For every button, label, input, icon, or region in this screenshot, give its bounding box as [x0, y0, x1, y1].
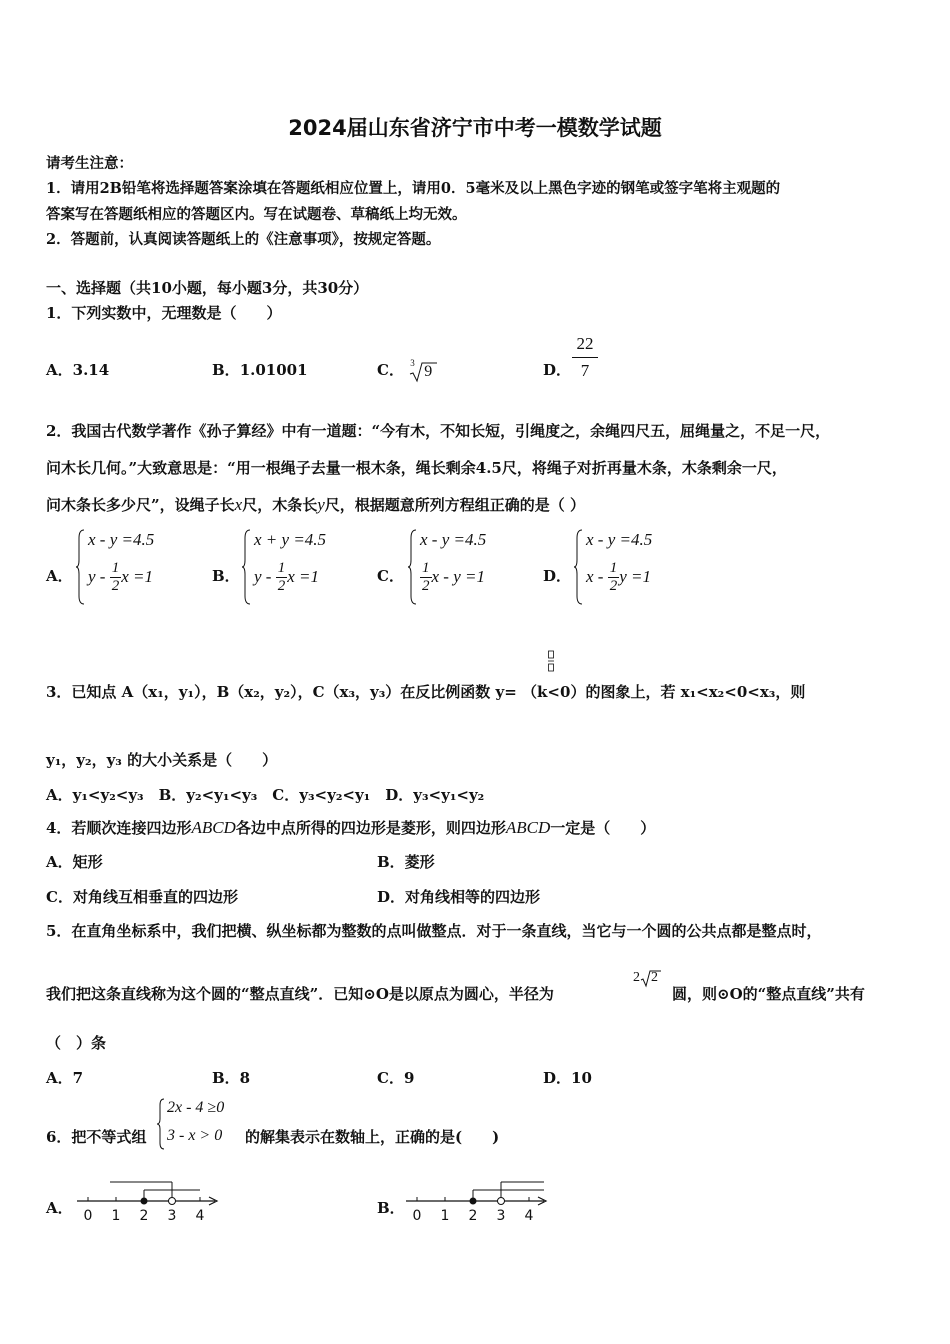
q2-a-eq2 [88, 560, 153, 594]
half-den: 2 [422, 577, 430, 594]
q2-b-eq2 [254, 560, 319, 594]
tick-label-3: 3 [167, 1208, 177, 1224]
closed-dot-icon [470, 1198, 477, 1205]
q2-b-eq2-post: x =1 [287, 567, 319, 586]
q5-option-d[interactable]: D．10 [543, 1069, 592, 1087]
q1-stem: 1．下列实数中，无理数是（ ） [46, 304, 282, 322]
q4-stem-a: 4．若顺次连接四边形 [46, 819, 192, 837]
section-heading: 一、选择题（共10小题，每小题3分，共30分） [46, 279, 369, 297]
brace-icon [76, 528, 86, 606]
q1-c-radical [409, 358, 439, 381]
q1-d-fraction [572, 333, 598, 382]
tick-label-0: 0 [412, 1208, 422, 1224]
q2-a-eq1: x - y =4.5 [88, 530, 155, 549]
q1-option-a[interactable] [46, 359, 109, 380]
q2-a-eq2-post: x =1 [121, 567, 153, 586]
q1-option-c[interactable] [377, 359, 439, 381]
brace-icon [408, 528, 418, 606]
half-num: 1 [277, 560, 286, 576]
q2-c-eq2 [420, 560, 485, 594]
q4-option-b[interactable]: B．菱形 [377, 853, 435, 871]
q2-option-d-label[interactable]: D． [543, 567, 572, 585]
q2-var-x: x [234, 495, 243, 514]
q2-line-1: 2．我国古代数学著作《孙子算经》中有一道题：“今有木，不知长短，引绳度之，余绳四尺五，屈绳量之，不足一尺， [46, 422, 831, 440]
q3-line-1: 3．已知点 A（x₁，y₁），B（x₂，y₂），C（x₃，y₃）在反比例函数 y= （k<0）的图象上，若 x₁<x₂<0<x₃，则 [46, 683, 806, 701]
q2-line-3b: 尺，木条长 [242, 496, 318, 514]
q6-system [157, 1097, 247, 1153]
q5-line-2b: 圆，则⊙O的“整点直线”共有 [672, 985, 865, 1003]
q4-stem [46, 817, 655, 838]
q6-option-a-label[interactable]: A． [46, 1199, 73, 1217]
q2-line-3c: 尺，根据题意所列方程组正确的是（ ） [324, 496, 585, 514]
brace-icon [157, 1097, 166, 1151]
q5-option-b[interactable]: B．8 [212, 1069, 251, 1087]
q4-option-a[interactable]: A．矩形 [46, 853, 103, 871]
q6-number-line-b[interactable] [401, 1176, 551, 1226]
q2-c-eq1: x - y =4.5 [420, 530, 487, 549]
q2-b-eq2-pre: y - [254, 567, 276, 586]
q5-option-a[interactable]: A．7 [46, 1069, 84, 1087]
half-den: 2 [111, 577, 120, 594]
q1-c-label: C． [377, 361, 404, 379]
q2-a-eq2-pre: y - [88, 567, 110, 586]
q6-ineq-2: 3 - x > 0 [167, 1127, 223, 1144]
q4-stem-b: 各边中点所得的四边形是菱形，则四边形 [235, 819, 506, 837]
q2-a-half [110, 560, 122, 594]
tick-label-2: 2 [468, 1208, 478, 1224]
q4-option-d[interactable]: D．对角线相等的四边形 [377, 888, 541, 906]
q1-d-numerator: 22 [576, 334, 594, 353]
q2-system-d [574, 528, 684, 608]
q1-option-d[interactable] [543, 359, 571, 380]
q2-option-b-label[interactable]: B． [212, 567, 240, 585]
q5-radius-coef: 2 [633, 970, 640, 985]
brace-icon [574, 528, 584, 606]
half-num: 1 [609, 560, 618, 576]
q6-stem-a: 6．把不等式组 [46, 1128, 147, 1146]
q5-option-c[interactable]: C．9 [377, 1069, 415, 1087]
q2-c-half [420, 560, 432, 594]
q5-radius [633, 970, 662, 986]
half-den: 2 [277, 577, 286, 594]
q2-line-3a: 问木条长多少尺”，设绳子长 [46, 496, 235, 514]
q6-stem-b: 的解集表示在数轴上，正确的是( ) [245, 1128, 500, 1146]
q2-d-half [608, 560, 620, 594]
q3-options[interactable]: A．y₁<y₂<y₃ B．y₂<y₁<y₃ C．y₃<y₂<y₁ D．y₃<y₁<y₂ [46, 786, 485, 804]
page-title: 2024届山东省济宁市中考一模数学试题 [288, 116, 662, 140]
q2-system-b [242, 528, 352, 608]
q1-a-label: A． [46, 361, 73, 379]
half-num: 1 [111, 560, 120, 576]
q6-ineq-1: 2x - 4 ≥0 [167, 1099, 225, 1116]
half-num: 1 [422, 560, 430, 576]
tick-label-1: 1 [440, 1208, 450, 1224]
notice-line-1: 1．请用2B铅笔将选择题答案涂填在答题纸相应位置上，请用0．5毫米及以上黑色字迹的钢笔或签字笔将主观题的 [46, 180, 781, 197]
closed-dot-icon [141, 1198, 148, 1205]
q2-d-eq2-pre: x - [586, 567, 608, 586]
q2-system-a [76, 528, 186, 608]
q2-system-c [408, 528, 518, 608]
brace-icon [242, 528, 252, 606]
tick-label-3: 3 [496, 1208, 506, 1224]
tick-label-4: 4 [524, 1208, 534, 1224]
q1-option-b[interactable] [212, 359, 308, 380]
tick-label-4: 4 [195, 1208, 205, 1224]
q1-d-denominator: 7 [580, 361, 590, 380]
open-dot-icon [498, 1198, 505, 1205]
q4-abcd-1: ABCD [191, 818, 236, 837]
open-dot-icon [169, 1198, 176, 1205]
q2-b-half [276, 560, 288, 594]
q1-a-value: 3.14 [72, 361, 110, 379]
q2-line-3 [46, 494, 585, 515]
q2-d-eq2 [586, 560, 651, 594]
tick-label-1: 1 [111, 1208, 121, 1224]
half-den: 2 [609, 577, 618, 594]
q2-var-y: y [317, 495, 325, 514]
q4-option-c[interactable]: C．对角线互相垂直的四边形 [46, 888, 238, 906]
notice-line-3: 2．答题前，认真阅读答题纸上的《注意事项》，按规定答题。 [46, 231, 441, 248]
fraction-bar [572, 357, 598, 358]
q3-line-2: y₁，y₂，y₃ 的大小关系是（ ） [46, 751, 278, 769]
q2-d-eq2-post: y =1 [619, 567, 651, 586]
tick-label-2: 2 [139, 1208, 149, 1224]
q2-b-eq1: x + y =4.5 [254, 530, 327, 549]
notice-line-2: 答案写在答题纸相应的答题区内。写在试题卷、草稿纸上均无效。 [46, 206, 467, 223]
q5-line-3: （ ）条 [46, 1034, 107, 1052]
tick-label-0: 0 [83, 1208, 93, 1224]
q4-stem-c: 一定是（ ） [550, 819, 656, 837]
q4-abcd-2: ABCD [505, 818, 551, 837]
q2-option-a-label[interactable]: A． [46, 567, 73, 585]
q5-line-1: 5．在直角坐标系中，我们把横、纵坐标都为整数的点叫做整点．对于一条直线，当它与一个圆的公共点都是整点时， [46, 922, 822, 940]
q1-b-value: 1.01001 [239, 361, 308, 379]
q1-c-radicand: 9 [424, 363, 433, 380]
q5-line-2a: 我们把这条直线称为这个圆的“整点直线”．已知⊙O是以原点为圆心，半径为 [46, 985, 554, 1003]
q1-b-label: B． [212, 361, 240, 379]
q5-radius-sqrt [640, 970, 662, 986]
q2-option-c-label[interactable]: C． [377, 567, 404, 585]
q1-d-label: D． [543, 361, 572, 379]
q2-c-eq2-post: x - y =1 [431, 567, 485, 586]
q1-c-index: 3 [410, 358, 415, 368]
fraction-placeholder-icon [548, 650, 555, 672]
q6-number-line-a[interactable] [72, 1176, 222, 1226]
q5-radius-radicand: 2 [651, 970, 658, 985]
q2-line-2: 问木长几何。”大致意思是：“用一根绳子去量一根木条，绳长剩余4.5尺，将绳子对折再量木条，木条剩余一尺， [46, 459, 787, 477]
q6-option-b-label[interactable]: B． [377, 1199, 405, 1217]
q2-d-eq1: x - y =4.5 [586, 530, 653, 549]
notice-heading: 请考生注意： [46, 155, 133, 172]
